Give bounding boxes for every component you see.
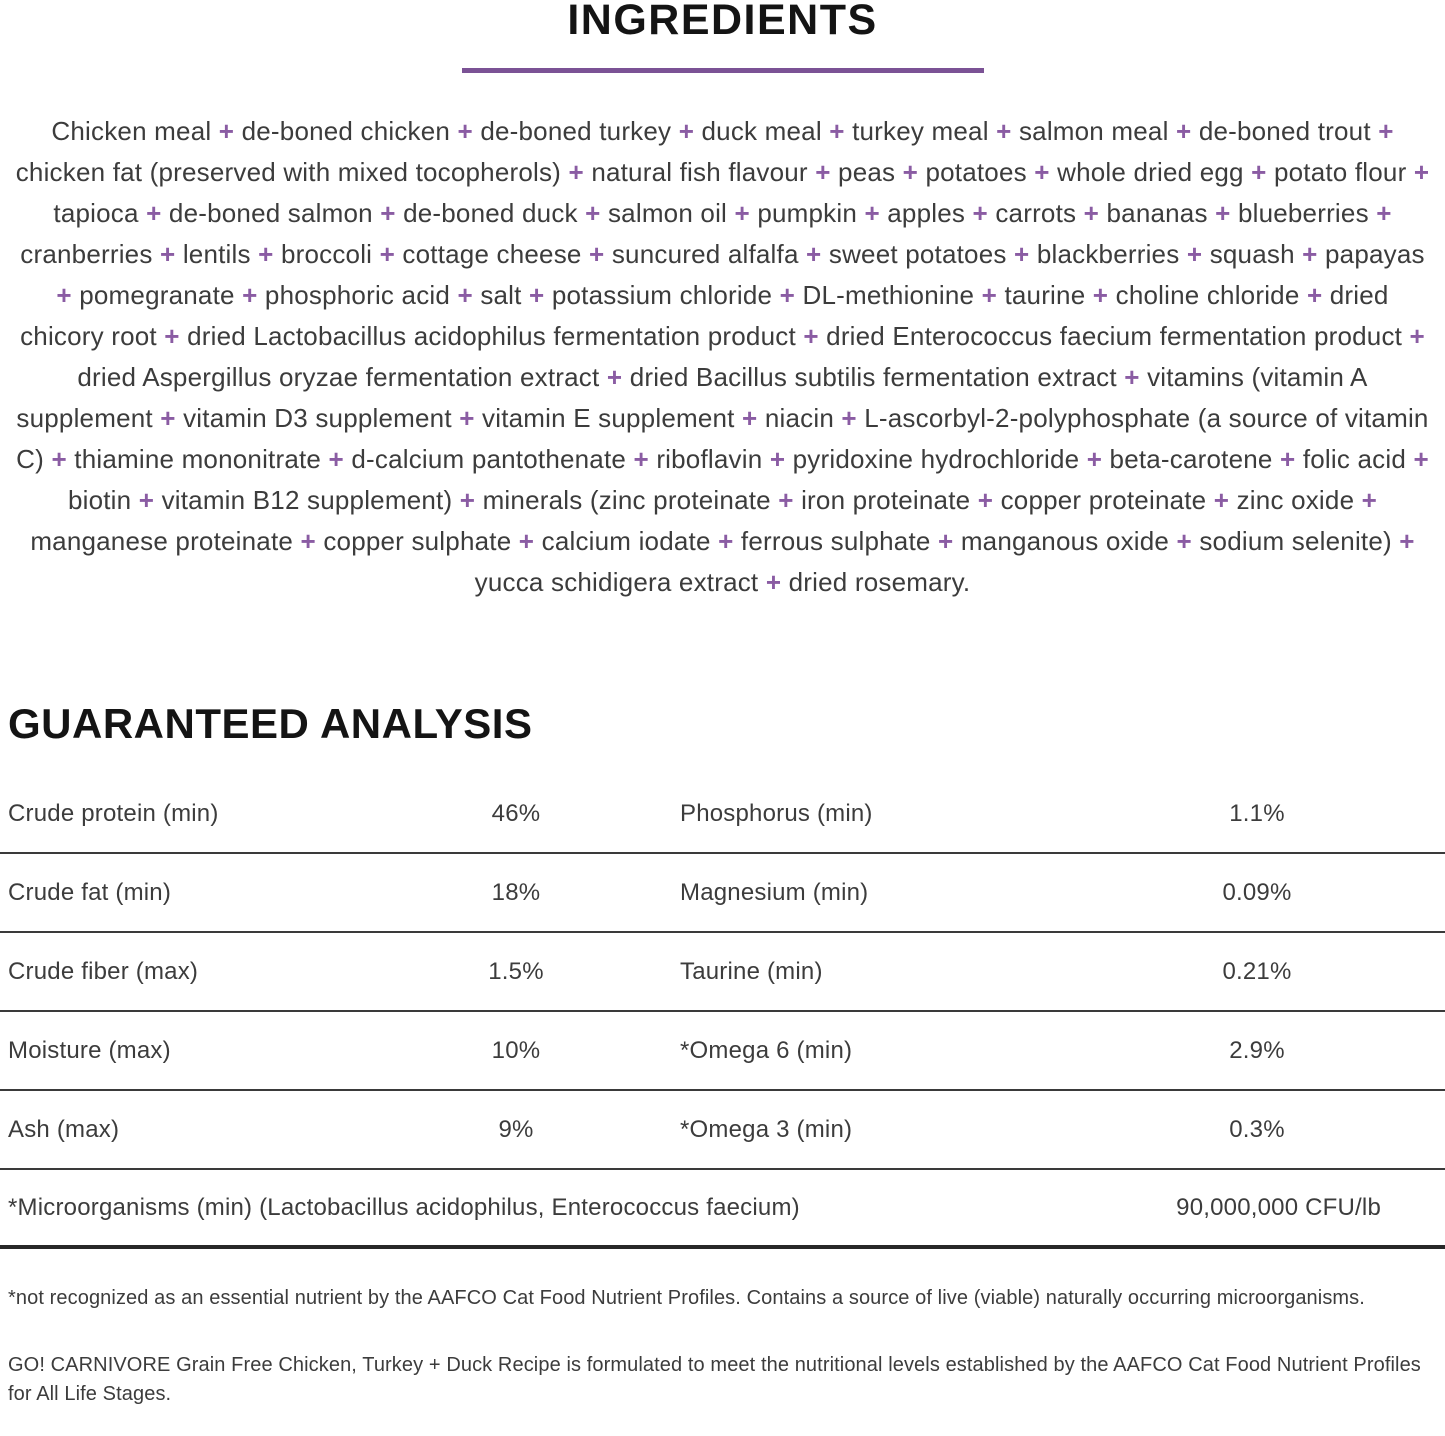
analysis-left-label: Crude fat (min) [8,878,172,906]
plus-separator: + [300,526,316,556]
analysis-left-value: 18% [491,878,541,906]
microorganisms-value: 90,000,000 CFU/lb [1176,1193,1381,1221]
plus-separator: + [1413,444,1429,474]
plus-separator: + [1306,280,1323,310]
plus-separator: + [1014,239,1030,269]
plus-separator: + [218,116,235,146]
plus-separator: + [529,280,545,310]
microorganisms-row [0,1170,1445,1249]
plus-separator: + [585,198,601,228]
plus-separator: + [518,526,535,556]
section-divider [462,68,984,73]
plus-separator: + [459,485,476,515]
plus-separator: + [981,280,998,310]
ingredients-text: Chicken meal + de-boned chicken + de-boned turkey + duck meal + turkey meal + salmon meal + de-boned trout + chicken fat (preserved with mixed tocopherols) + natural fish flavour + peas + potatoes + whole dried egg + potato flour + tapioca + de-boned salmon + de-boned duck + salmon oil + pumpkin + apples + carrots + bananas + blueberries + cranberries + lentils + broccoli + cottage cheese + suncured alfalfa + sweet potatoes + blackberries + squash + papayas + pomegranate + phosphoric acid + salt + potassium chloride + DL-methionine + taurine + choline chloride + dried chicory root + dried Lactobacillus acidophilus fermentation product + dried Enterococcus faecium fermentation product + dried Aspergillus oryzae fermentation extract + dried Bacillus subtilis fermentation extract + vitamins (vitamin A supplement + vitamin D3 supplement + vitamin E supplement + niacin + L-ascorbyl-2-polyphosphate (a source of vitamin C) + thiamine mononitrate + d-calcium pantothenate + riboflavin + pyridoxine hydrochloride + beta-carotene + folic acid + biotin + vitamin B12 supplement) + minerals (zinc proteinate + iron proteinate + copper proteinate + zinc oxide + manganese proteinate + copper sulphate + calcium iodate + ferrous sulphate + manganous oxide + sodium selenite) + yucca schidigera extract + dried rosemary. [15,116,1430,597]
plus-separator: + [1376,198,1392,228]
plus-separator: + [1092,280,1109,310]
analysis-table [0,775,1445,1249]
plus-separator: + [146,198,162,228]
footnote-aafco-nutrient: *not recognized as an essential nutrient by the AAFCO Cat Food Nutrient Profiles. Contains a source of live (viable) naturally occurring microorganisms. [8,1287,1365,1309]
plus-separator: + [864,198,880,228]
plus-separator: + [1409,321,1425,351]
analysis-left-value: 9% [498,1115,534,1143]
plus-separator: + [1280,444,1296,474]
plus-separator: + [1034,157,1050,187]
analysis-left-label: Ash (max) [8,1115,120,1143]
plus-separator: + [1215,198,1231,228]
ingredients-section [0,0,1445,603]
plus-separator: + [1186,239,1203,269]
plus-separator: + [164,321,180,351]
plus-separator: + [972,198,988,228]
plus-separator: + [328,444,344,474]
plus-separator: + [803,321,819,351]
plus-separator: + [589,239,605,269]
analysis-right-label: Taurine (min) [680,957,823,985]
plus-separator: + [160,403,176,433]
analysis-right-value: 0.09% [1222,878,1292,906]
analysis-right-value: 0.21% [1222,957,1292,985]
plus-separator: + [51,444,67,474]
plus-separator: + [380,198,396,228]
analysis-right-label: Phosphorus (min) [680,799,873,827]
plus-separator: + [457,280,473,310]
analysis-right-value: 0.3% [1229,1115,1285,1143]
plus-separator: + [1399,526,1415,556]
plus-separator: + [778,485,794,515]
plus-separator: + [459,403,475,433]
analysis-right-label: *Omega 6 (min) [680,1036,853,1064]
plus-separator: + [1213,485,1230,515]
plus-separator: + [765,567,782,597]
plus-separator: + [742,403,758,433]
analysis-right-label: *Omega 3 (min) [680,1115,853,1143]
plus-separator: + [56,280,72,310]
plus-separator: + [937,526,954,556]
plus-separator: + [1378,116,1394,146]
analysis-table-body [0,775,1445,1170]
analysis-left-value: 1.5% [488,957,544,985]
analysis-left-label: Crude protein (min) [8,799,219,827]
plus-separator: + [138,485,155,515]
analysis-title: GUARANTEED ANALYSIS [8,700,533,747]
plus-separator: + [568,157,584,187]
plus-separator: + [379,239,395,269]
plus-separator: + [1413,157,1430,187]
analysis-left-value: 10% [491,1036,541,1064]
analysis-right-label: Magnesium (min) [680,878,869,906]
plus-separator: + [457,116,473,146]
plus-separator: + [1302,239,1318,269]
plus-separator: + [1251,157,1267,187]
plus-separator: + [829,116,845,146]
plus-separator: + [841,403,857,433]
plus-separator: + [1086,444,1103,474]
plus-separator: + [1176,526,1192,556]
plus-separator: + [718,526,734,556]
analysis-row [0,1091,1445,1170]
plus-separator: + [1083,198,1100,228]
ingredients-title: INGREDIENTS [567,0,878,44]
microorganisms-label: *Microorganisms (min) (Lactobacillus acidophilus, Enterococcus faecium) [8,1193,800,1221]
analysis-right-value: 1.1% [1229,799,1285,827]
analysis-row [0,933,1445,1012]
analysis-left-value: 46% [491,799,541,827]
plus-separator: + [734,198,750,228]
analysis-right-value: 2.9% [1229,1036,1285,1064]
plus-separator: + [242,280,258,310]
plus-separator: + [779,280,796,310]
plus-separator: + [1124,362,1140,392]
plus-separator: + [815,157,831,187]
plus-separator: + [606,362,623,392]
plus-separator: + [806,239,822,269]
analysis-row [0,854,1445,933]
analysis-left-label: Moisture (max) [8,1036,171,1064]
plus-separator: + [159,239,176,269]
plus-separator: + [977,485,994,515]
plus-separator: + [258,239,274,269]
plus-separator: + [996,116,1012,146]
plus-separator: + [678,116,695,146]
analysis-row [0,775,1445,854]
plus-separator: + [1175,116,1192,146]
plus-separator: + [769,444,786,474]
plus-separator: + [902,157,919,187]
plus-separator: + [633,444,649,474]
plus-separator: + [1361,485,1378,515]
footnote-formulation: GO! CARNIVORE Grain Free Chicken, Turkey + Duck Recipe is formulated to meet the nutritional levels established by the AAFCO Cat Food Nutrient Profiles for All Life Stages. [8,1354,1421,1405]
guaranteed-analysis-section [0,700,1445,1409]
analysis-row [0,1012,1445,1091]
analysis-left-label: Crude fiber (max) [8,957,199,985]
